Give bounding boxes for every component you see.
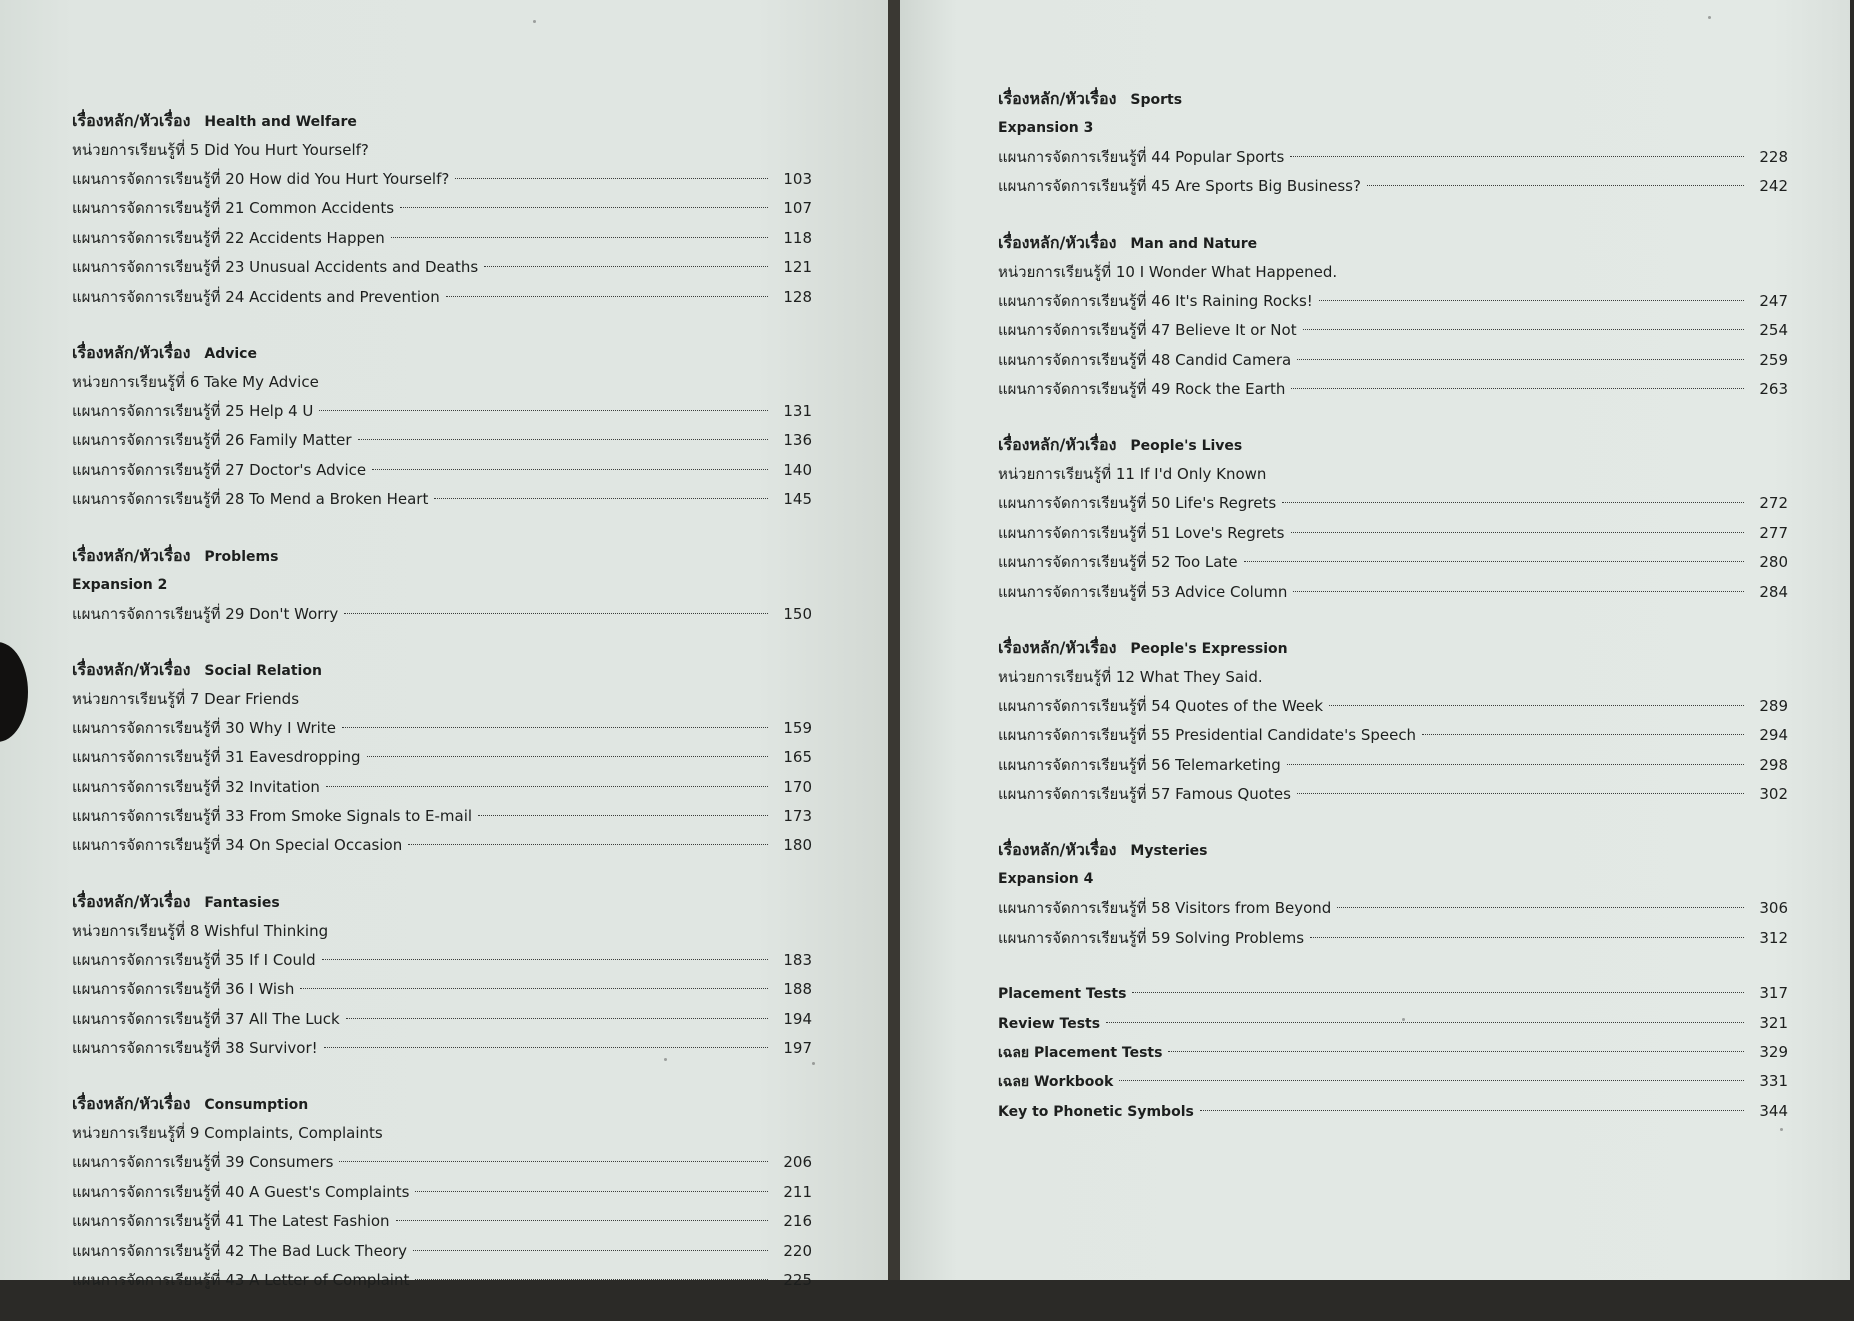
unit-title: หน่วยการเรียนรู้ที่ 12 What They Said. [998, 667, 1263, 686]
section-title: Problems [204, 548, 279, 565]
toc-entry[interactable] [998, 548, 1788, 577]
dot-leader [1303, 329, 1744, 330]
page-number: 331 [1759, 1072, 1788, 1091]
section-title: Sports [1130, 92, 1183, 108]
toc-entry[interactable] [998, 143, 1788, 172]
dot-leader [478, 815, 768, 816]
toc-section [998, 835, 1788, 953]
toc-section [72, 1089, 812, 1295]
toc-section [998, 430, 1788, 607]
entry-label: แผนการจัดการเรียนรู้ที่ 42 The Bad Luck Theory [72, 1241, 408, 1260]
entry-label: แผนการจัดการเรียนรู้ที่ 31 Eavesdropping [72, 748, 361, 767]
toc-entry[interactable] [998, 780, 1788, 809]
paper-speck [812, 1062, 815, 1065]
entry-label: แผนการจัดการเรียนรู้ที่ 28 To Mend a Broken Heart [72, 490, 429, 509]
page-number: 121 [783, 258, 812, 277]
page-number: 329 [1759, 1043, 1788, 1062]
page-number: 272 [1759, 494, 1788, 513]
toc-entry[interactable] [998, 979, 1788, 1008]
toc-entry[interactable] [72, 1207, 812, 1236]
entry-label: แผนการจัดการเรียนรู้ที่ 48 Candid Camera [998, 350, 1292, 369]
dot-leader [446, 296, 768, 297]
dot-leader [1287, 764, 1744, 765]
entry-label: แผนการจัดการเรียนรู้ที่ 35 If I Could [72, 950, 316, 969]
section-title: Mysteries [1130, 843, 1208, 860]
toc-entry[interactable] [72, 1034, 812, 1063]
entry-label: แผนการจัดการเรียนรู้ที่ 53 Advice Column [998, 582, 1288, 601]
toc-entry[interactable] [998, 751, 1788, 780]
page-number: 254 [1759, 321, 1788, 340]
dot-leader [372, 469, 768, 470]
dot-leader [1422, 734, 1744, 735]
dot-leader [1297, 793, 1744, 794]
section-title: Social Relation [204, 662, 322, 679]
toc-entry[interactable] [998, 1067, 1788, 1096]
toc-entry[interactable] [72, 165, 812, 194]
section-prefix: เรื่องหลัก/หัวเรื่อง [72, 111, 191, 130]
section-prefix: เรื่องหลัก/หัวเรื่อง [998, 232, 1117, 252]
entry-label: แผนการจัดการเรียนรู้ที่ 27 Doctor's Advice [72, 460, 367, 479]
toc-entry[interactable] [72, 946, 812, 975]
section-heading [72, 106, 812, 136]
toc-entry[interactable] [72, 773, 812, 802]
entry-label: แผนการจัดการเรียนรู้ที่ 30 Why I Write [72, 718, 336, 737]
entry-label: แผนการจัดการเรียนรู้ที่ 26 Family Matter [72, 431, 352, 450]
entry-label: แผนการจัดการเรียนรู้ที่ 37 All The Luck [72, 1009, 340, 1028]
section-prefix: เรื่องหลัก/หัวเรื่อง [998, 840, 1117, 860]
entry-label: แผนการจัดการเรียนรู้ที่ 58 Visitors from Beyond [998, 899, 1332, 918]
dot-leader [1244, 561, 1744, 562]
section-title: Consumption [204, 1097, 309, 1114]
toc-entry[interactable] [72, 485, 812, 514]
dot-leader [1293, 591, 1744, 592]
page-number: 183 [783, 950, 812, 969]
entry-label: แผนการจัดการเรียนรู้ที่ 43 A Letter of Complaint [72, 1270, 410, 1289]
section-title: Fantasies [204, 894, 280, 911]
left-toc [72, 106, 812, 1321]
toc-entry[interactable] [72, 224, 812, 253]
section-heading [72, 338, 812, 368]
dot-leader [434, 498, 768, 499]
unit-title: หน่วยการเรียนรู้ที่ 5 Did You Hurt Yourself? [72, 141, 369, 159]
page-number: 165 [783, 748, 812, 767]
dot-leader [1319, 300, 1744, 301]
page-number: 220 [783, 1241, 812, 1260]
page-number: 228 [1759, 148, 1788, 166]
dot-leader [484, 266, 768, 267]
page-number: 118 [783, 228, 812, 247]
dot-leader [322, 959, 768, 960]
entry-label: แผนการจัดการเรียนรู้ที่ 23 Unusual Accidents and Deaths [72, 258, 479, 277]
left-page [0, 0, 888, 1289]
dot-leader [1291, 388, 1744, 389]
dot-leader [1329, 705, 1744, 706]
toc-entry[interactable] [72, 1237, 812, 1266]
entry-label: แผนการจัดการเรียนรู้ที่ 33 From Smoke Signals to E-mail [72, 807, 473, 826]
page-number: 211 [783, 1182, 812, 1201]
entry-label: เฉลย Placement Tests [998, 1045, 1163, 1062]
page-number: 173 [783, 807, 812, 826]
paper-speck [1780, 1128, 1783, 1131]
page-number: 344 [1759, 1101, 1788, 1120]
dot-leader [1290, 156, 1744, 157]
page-number: 131 [783, 401, 812, 420]
toc-entry[interactable] [72, 1266, 812, 1295]
toc-entry[interactable] [72, 456, 812, 485]
section-heading [72, 1089, 812, 1119]
toc-section [72, 106, 812, 312]
toc-entry[interactable] [998, 375, 1788, 404]
toc-entry[interactable] [72, 714, 812, 743]
page-number: 247 [1759, 291, 1788, 310]
toc-entry[interactable] [998, 721, 1788, 750]
expansion-label: Expansion 2 [72, 576, 168, 593]
dot-leader [400, 207, 768, 208]
page-number: 170 [783, 777, 812, 796]
section-title: Health and Welfare [204, 114, 357, 130]
entry-label: แผนการจัดการเรียนรู้ที่ 25 Help 4 U [72, 401, 314, 420]
toc-entry[interactable] [998, 692, 1788, 721]
page-number: 140 [783, 460, 812, 479]
page-number: 145 [783, 490, 812, 509]
toc-entry[interactable] [998, 519, 1788, 548]
entry-label: แผนการจัดการเรียนรู้ที่ 29 Don't Worry [72, 604, 339, 623]
page-number: 180 [783, 836, 812, 855]
toc-entry[interactable] [998, 489, 1788, 518]
entry-label: แผนการจัดการเรียนรู้ที่ 57 Famous Quotes [998, 785, 1291, 804]
toc-entry[interactable] [72, 600, 812, 629]
dot-leader [1106, 1022, 1744, 1023]
entry-label: Placement Tests [998, 986, 1127, 1003]
page-number: 206 [783, 1153, 812, 1172]
toc-entry[interactable] [998, 1009, 1788, 1038]
section-heading [72, 541, 812, 571]
dot-leader [346, 1018, 768, 1019]
unit-title: หน่วยการเรียนรู้ที่ 10 I Wonder What Happened. [998, 262, 1338, 281]
section-title: Advice [204, 345, 257, 362]
paper-speck [1708, 16, 1711, 19]
thumb-index-tab [0, 642, 28, 742]
dot-leader [326, 786, 768, 787]
page-number: 128 [783, 287, 812, 306]
dot-leader [1132, 992, 1744, 993]
dot-leader [300, 988, 768, 989]
entry-label: Review Tests [998, 1015, 1101, 1032]
toc-entry[interactable] [998, 1097, 1788, 1126]
entry-label: แผนการจัดการเรียนรู้ที่ 47 Believe It or Not [998, 321, 1297, 340]
dot-leader [1119, 1080, 1744, 1081]
dot-leader [367, 756, 768, 757]
page-number: 159 [783, 718, 812, 737]
toc-section [72, 655, 812, 861]
toc-entry[interactable] [998, 316, 1788, 345]
paper-speck [1402, 1018, 1405, 1021]
section-heading [998, 430, 1788, 460]
unit-title: หน่วยการเรียนรู้ที่ 11 If I'd Only Known [998, 465, 1267, 484]
section-title: People's Expression [1130, 640, 1288, 657]
dot-leader [344, 613, 768, 614]
page-number: 150 [783, 604, 812, 623]
dot-leader [1310, 937, 1744, 938]
entry-label: แผนการจัดการเรียนรู้ที่ 22 Accidents Happen [72, 228, 385, 247]
paper-speck [664, 1058, 667, 1061]
toc-entry[interactable] [72, 397, 812, 426]
section-prefix: เรื่องหลัก/หัวเรื่อง [72, 342, 191, 362]
entry-label: Key to Phonetic Symbols [998, 1103, 1194, 1120]
section-prefix: เรื่องหลัก/หัวเรื่อง [998, 89, 1117, 108]
page-number: 302 [1759, 785, 1788, 804]
toc-entry[interactable] [72, 194, 812, 223]
toc-section [72, 338, 812, 515]
dot-leader [1337, 907, 1744, 908]
page-number: 317 [1759, 984, 1788, 1003]
expansion-label: Expansion 3 [998, 120, 1094, 136]
toc-section [72, 887, 812, 1064]
entry-label: แผนการจัดการเรียนรู้ที่ 41 The Latest Fashion [72, 1212, 390, 1231]
toc-section [998, 228, 1788, 405]
entry-label: แผนการจัดการเรียนรู้ที่ 51 Love's Regrets [998, 523, 1285, 542]
page-number: 306 [1759, 899, 1788, 918]
dot-leader [415, 1191, 768, 1192]
toc-entry[interactable] [72, 831, 812, 860]
entry-label: แผนการจัดการเรียนรู้ที่ 45 Are Sports Big Business? [998, 177, 1361, 196]
toc-entry[interactable] [72, 975, 812, 1004]
page-number: 103 [783, 170, 812, 188]
toc-entry[interactable] [72, 283, 812, 312]
section-heading [998, 228, 1788, 258]
entry-label: แผนการจัดการเรียนรู้ที่ 52 Too Late [998, 553, 1238, 572]
entry-label: แผนการจัดการเรียนรู้ที่ 50 Life's Regrets [998, 494, 1277, 513]
entry-label: แผนการจัดการเรียนรู้ที่ 55 Presidential Candidate's Speech [998, 726, 1417, 745]
entry-label: เฉลย Workbook [998, 1074, 1114, 1091]
dot-leader [1168, 1051, 1744, 1052]
right-toc [998, 84, 1788, 1126]
toc-entry[interactable] [72, 1148, 812, 1177]
page-number: 321 [1759, 1013, 1788, 1032]
page-number: 197 [783, 1039, 812, 1058]
entry-label: แผนการจัดการเรียนรู้ที่ 49 Rock the Earth [998, 379, 1286, 398]
section-title: People's Lives [1130, 438, 1243, 455]
paper-speck [533, 20, 536, 23]
toc-entry[interactable] [998, 578, 1788, 607]
dot-leader [1367, 185, 1744, 186]
entry-label: แผนการจัดการเรียนรู้ที่ 56 Telemarketing [998, 755, 1281, 774]
section-heading [998, 84, 1788, 114]
appendix-list [998, 979, 1788, 1126]
entry-label: แผนการจัดการเรียนรู้ที่ 39 Consumers [72, 1153, 334, 1172]
dot-leader [413, 1250, 768, 1251]
entry-label: แผนการจัดการเรียนรู้ที่ 44 Popular Sports [998, 148, 1285, 166]
toc-section [72, 541, 812, 629]
section-prefix: เรื่องหลัก/หัวเรื่อง [998, 435, 1117, 455]
expansion-label: Expansion 4 [998, 871, 1094, 888]
page-number: 298 [1759, 755, 1788, 774]
section-heading [998, 633, 1788, 663]
section-heading [72, 887, 812, 917]
page-number: 294 [1759, 726, 1788, 745]
dot-leader [391, 237, 768, 238]
entry-label: แผนการจัดการเรียนรู้ที่ 59 Solving Problems [998, 928, 1305, 947]
section-prefix: เรื่องหลัก/หัวเรื่อง [72, 545, 191, 565]
dot-leader [1200, 1110, 1744, 1111]
dot-leader [319, 410, 768, 411]
toc-entry[interactable] [998, 894, 1788, 923]
dot-leader [396, 1220, 768, 1221]
toc-section [998, 84, 1788, 202]
page-number: 242 [1759, 177, 1788, 196]
dot-leader [339, 1161, 768, 1162]
dot-leader [358, 439, 769, 440]
toc-entry[interactable] [72, 1178, 812, 1207]
toc-entry[interactable] [72, 743, 812, 772]
page-number: 225 [783, 1270, 812, 1289]
entry-label: แผนการจัดการเรียนรู้ที่ 54 Quotes of the Week [998, 696, 1324, 715]
page-number: 280 [1759, 553, 1788, 572]
entry-label: แผนการจัดการเรียนรู้ที่ 34 On Special Occasion [72, 836, 403, 855]
page-number: 259 [1759, 350, 1788, 369]
section-heading [72, 655, 812, 685]
book-gutter [888, 0, 900, 1280]
section-title: Man and Nature [1130, 235, 1258, 252]
toc-entry[interactable] [72, 802, 812, 831]
entry-label: แผนการจัดการเรียนรู้ที่ 24 Accidents and Prevention [72, 287, 440, 306]
toc-entry[interactable] [72, 1005, 812, 1034]
dot-leader [1297, 359, 1744, 360]
entry-label: แผนการจัดการเรียนรู้ที่ 20 How did You Hurt Yourself? [72, 170, 450, 188]
entry-label: แผนการจัดการเรียนรู้ที่ 38 Survivor! [72, 1039, 318, 1058]
page-number: 289 [1759, 696, 1788, 715]
section-prefix: เรื่องหลัก/หัวเรื่อง [72, 891, 191, 911]
toc-entry[interactable] [998, 287, 1788, 316]
dot-leader [1282, 502, 1744, 503]
unit-title: หน่วยการเรียนรู้ที่ 8 Wishful Thinking [72, 921, 329, 940]
section-prefix: เรื่องหลัก/หัวเรื่อง [72, 659, 191, 679]
toc-entry[interactable] [72, 253, 812, 282]
section-prefix: เรื่องหลัก/หัวเรื่อง [998, 637, 1117, 657]
entry-label: แผนการจัดการเรียนรู้ที่ 32 Invitation [72, 777, 320, 796]
dot-leader [324, 1047, 768, 1048]
section-prefix: เรื่องหลัก/หัวเรื่อง [72, 1094, 191, 1114]
page-number: 136 [783, 431, 812, 450]
dot-leader [1291, 532, 1744, 533]
entry-label: แผนการจัดการเรียนรู้ที่ 21 Common Accidents [72, 199, 395, 218]
unit-title: หน่วยการเรียนรู้ที่ 7 Dear Friends [72, 689, 300, 708]
page-number: 216 [783, 1212, 812, 1231]
unit-title: หน่วยการเรียนรู้ที่ 6 Take My Advice [72, 372, 319, 391]
dot-leader [455, 178, 768, 179]
dot-leader [408, 844, 768, 845]
page-number: 284 [1759, 582, 1788, 601]
right-page [900, 0, 1850, 1280]
entry-label: แผนการจัดการเรียนรู้ที่ 40 A Guest's Complaints [72, 1182, 410, 1201]
page-number: 277 [1759, 523, 1788, 542]
toc-entry[interactable] [72, 426, 812, 455]
page-number: 312 [1759, 928, 1788, 947]
page-number: 263 [1759, 379, 1788, 398]
toc-entry[interactable] [998, 172, 1788, 201]
page-number: 107 [783, 199, 812, 218]
toc-entry[interactable] [998, 924, 1788, 953]
section-heading [998, 835, 1788, 865]
page-number: 194 [783, 1009, 812, 1028]
dot-leader [342, 727, 768, 728]
toc-section [998, 633, 1788, 810]
entry-label: แผนการจัดการเรียนรู้ที่ 46 It's Raining Rocks! [998, 291, 1313, 310]
toc-entry[interactable] [998, 346, 1788, 375]
toc-entry[interactable] [998, 1038, 1788, 1067]
unit-title: หน่วยการเรียนรู้ที่ 9 Complaints, Complaints [72, 1124, 383, 1143]
page-number: 188 [783, 980, 812, 999]
entry-label: แผนการจัดการเรียนรู้ที่ 36 I Wish [72, 980, 295, 999]
